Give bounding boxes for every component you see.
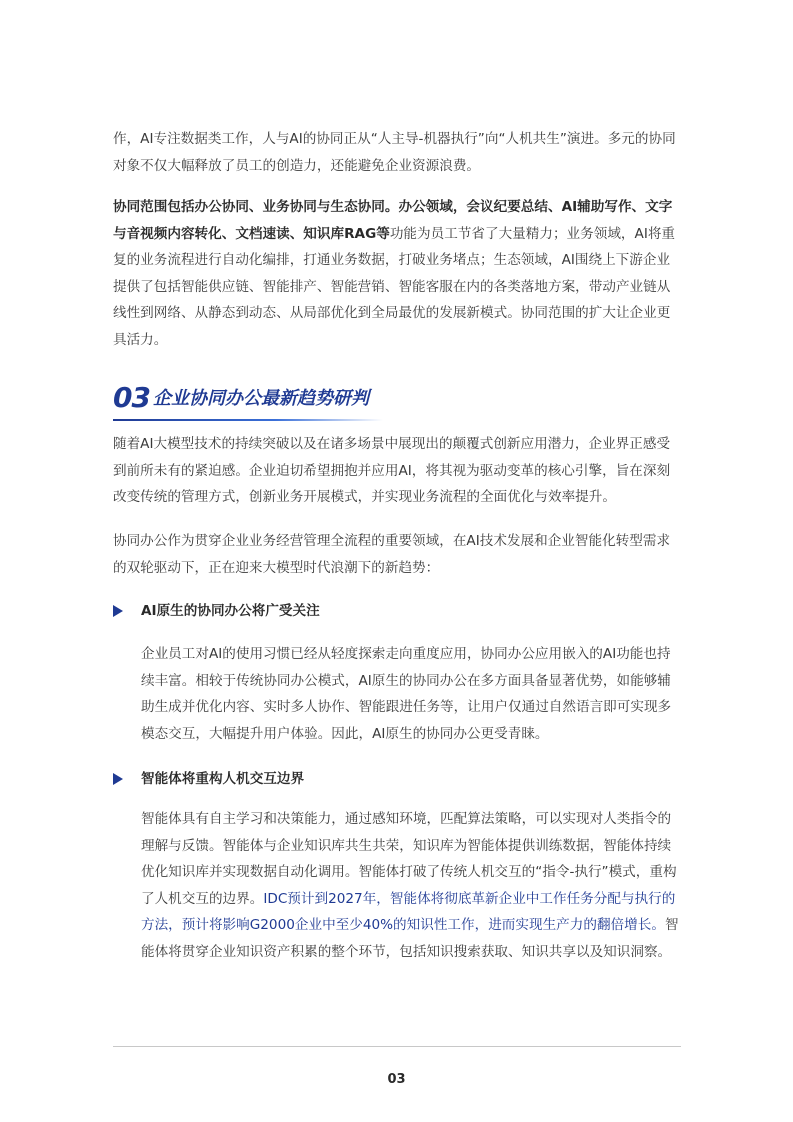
paragraph-agents: [141, 806, 683, 965]
bullet-agents-label: 智能体将重构人机交互边界: [141, 771, 305, 787]
footer-divider: [113, 1046, 681, 1047]
bullet-agents: [113, 767, 683, 791]
triangle-right-icon: [113, 605, 123, 617]
paragraph-agents-start: 智能体具有自主学习和决策能力，通过感知环境，匹配算法策略，可以实现对人类指令的理解与反馈。智能体与企业知识库共生共荣，知识库为智能体提供训练数据，智能体持续优化知识库并实现数据自动化调用。智能体打破了传统人机交互的“指令-执行”模式，重构了人机交互的边界。: [141, 811, 677, 907]
section-title: 企业协同办公最新趋势研判: [153, 388, 369, 409]
paragraph-ai-native: 企业员工对AI的使用习惯已经从轻度探索走向重度应用，协同办公应用嵌入的AI功能也持续丰富。相较于传统协同办公模式，AI原生的协同办公在多方面具备显著优势，如能够辅助生成并优化内容、实时多人协作、智能跟进任务等，让用户仅通过自然语言即可实现多模态交互，大幅提升用户体验。因此，AI原生的协同办公更受青睐。: [141, 646, 672, 742]
paragraph-ai-urgency: 随着AI大模型技术的持续突破以及在诸多场景中展现出的颠覆式创新应用潜力，企业界正感受到前所未有的紧迫感。企业迫切希望拥抱并应用AI，将其视为驱动变革的核心引擎，旨在深刻改变传统的管理方式，创新业务开展模式，并实现业务流程的全面优化与效率提升。: [113, 436, 671, 505]
section-number: 03: [113, 381, 150, 414]
paragraph-agents-idc-highlight: IDC预计到2027年，智能体将彻底革新企业中工作任务分配与执行的方法，预计将影响G2000企业中至少40%的知识性工作，进而实现生产力的翻倍增长。: [141, 890, 676, 933]
section-underline: [113, 419, 383, 421]
bullet-ai-native-label: AI原生的协同办公将广受关注: [141, 603, 320, 619]
paragraph-collaboration-scope-rest: 功能为员工节省了大量精力；业务领域，AI将重复的业务流程进行自动化编排，打通业务数据，打破业务堵点；生态领域，AI围绕上下游企业提供了包括智能供应链、智能排产、智能营销、智能客服在内的各类落地方案，带动产业链从线性到网络、从静态到动态、从局部优化到全局最优的发展新模式。协同范围的扩大让企业更具活力。: [113, 225, 676, 348]
paragraph-collaboration-scope-bold: 协同范围包括办公协同、业务协同与生态协同。办公领域，会议纪要总结、AI辅助写作、文字与音视频内容转化、文档速读、知识库RAG等: [113, 199, 673, 242]
paragraph-agents-end: 智能体将贯穿企业知识资产积累的整个环节，包括知识搜索获取、知识共享以及知识洞察。: [141, 917, 679, 960]
paragraph-collaboration-scope: [113, 194, 683, 353]
paragraph-collaboration-objects: 作，AI专注数据类工作，人与AI的协同正从“人主导-机器执行”向“人机共生”演进。多元的协同对象不仅大幅释放了员工的创造力，还能避免企业资源浪费。: [113, 131, 676, 174]
section-heading: [113, 380, 383, 416]
bullet-ai-native: [113, 599, 683, 623]
triangle-right-icon: [113, 773, 123, 785]
page-number: 03: [387, 1072, 406, 1087]
paragraph-new-trends-intro: 协同办公作为贯穿企业业务经营管理全流程的重要领域，在AI技术发展和企业智能化转型需求的双轮驱动下，正在迎来大模型时代浪潮下的新趋势：: [113, 533, 671, 576]
